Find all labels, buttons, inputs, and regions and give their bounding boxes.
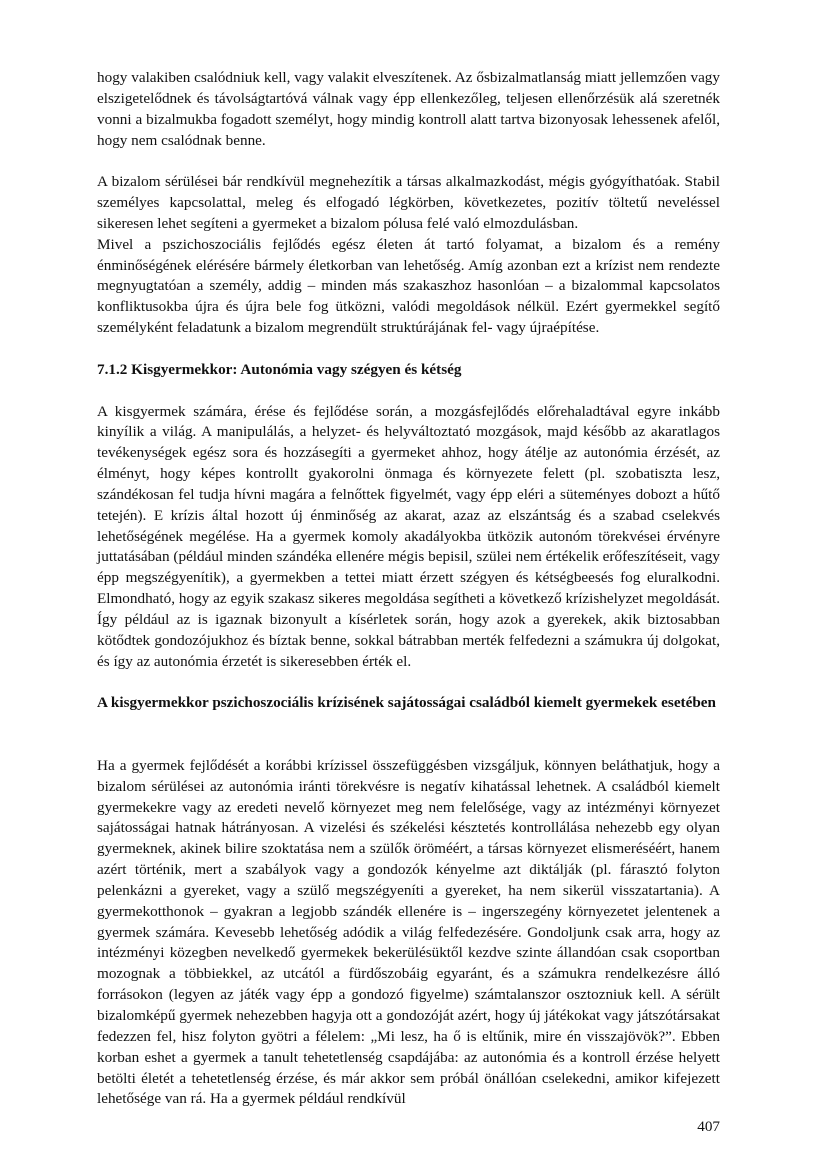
subsection-heading: A kisgyermekkor pszichoszociális krízisének sajátosságai családból kiemelt gyermekek esetében: [97, 694, 716, 712]
paragraph-trust-healing: A bizalom sérülései bár rendkívül megnehezítik a társas alkalmazkodást, mégis gyógyíthatóak. Stabil személyes kapcsolattal, meleg és elfogadó légkörben, következetes, pozitív töltetű neveléssel sikeresen lehet segíteni a gyermeket a bizalom pólusa felé való elmozdulásban.: [97, 173, 720, 232]
section-heading: 7.1.2 Kisgyermekkor: Autonómia vagy szégyen és kétség: [97, 360, 462, 378]
paragraph-intro: hogy valakiben csalódniuk kell, vagy valakit elveszítenek. Az ősbizalmatlanság miatt jellemzően vagy elszigetelődnek és távolságtartóvá válnak vagy épp ellenkezőleg, teljesen ellenőrzésük alá szeretnék vonni a bizalmukba fogadott személyt, hogy mindig kontroll alatt tartva bizonyosak lehessenek afelől, hogy nem csalódnak benne.: [97, 69, 720, 149]
paragraph-autonomy: A kisgyermek számára, érése és fejlődése során, a mozgásfejlődés előrehaladtával egyre inkább kinyílik a világ. A manipulálás, a helyzet- és helyváltoztató mozgások, majd később az akaratlagos tevékenységek egész sora és hozzásegíti a gyermeket ahhoz, hogy átélje az autonómia érzését, az élményt, hogy képes kontrollt gyakorolni önmaga és környezete felett (pl. szobatiszta lesz, szándékosan fel tudja hívni magára a felnőttek figyelmét, vagy épp eléri a süteményes dobozt a hűtő tetején). E krízis által hozott új énminőség az akarat, azaz az elszántság és a szabad cselekvés lehetőségének megélése. Ha a gyermek komoly akadályokba ütközik autonóm törekvései érvényre juttatásában (például minden szándéka ellenére mégis bepisil, szülei nem értékelik erőfeszítéseit, vagy épp megszégyenítik), a gyermekben a tettei miatt érzett szégyen és kétségbeesés fog eluralkodni. Elmondható, hogy az egyik szakasz sikeres megoldása segítheti a következő krízishelyzet megoldását. Így például az is igaznak bizonyult a kísérletek során, hogy azok a gyerekek, akik biztosabban kötődtek gondozójukhoz és bíztak benne, sokkal bátrabban merték felfedezni a számukra új dolgokat, és így az autonómia érzetét is sikeresebben érték el.: [97, 402, 720, 670]
paragraph-lifelong-development: Mivel a pszichoszociális fejlődés egész életen át tartó folyamat, a bizalom és a remény énminőségének elérésére bármely életkorban van lehetőség. Amíg azonban ezt a krízist nem rendezte megnyugtatóan a személy, addig – minden más szakaszhoz hasonlóan – a bizalommal kapcsolatos konfliktusokba újra és újra bele fog ütközni, valódi megoldások nélkül. Ezért gyermekkel segítő személyként feladatunk a bizalom megrendült struktúrájának fel- vagy újraépítése.: [97, 235, 720, 337]
paragraph-removed-children: Ha a gyermek fejlődését a korábbi krízissel összefüggésben vizsgáljuk, könnyen beláthatjuk, hogy a bizalom sérülései az autonómia iránti törekvésre is negatív kihatással lehetnek. A családból kiemelt gyermekekre vagy az eredeti nevelő környezet meg nem felelősége, vagy az intézményi környezet sajátosságai hatnak hátrányosan. A vizelési és székelési késztetés kontrollálása nehezebb egy olyan gyermeknek, akinek bilire szoktatása nem a szülők öröméért, a társas környezet elismeréséért, hanem azért történik, mert a szabályok vagy a gondozók kényelme azt diktálják (pl. fárasztó folyton pelenkázni a gyereket, vagy a szülő megszégyeníti a gyereket, ha nem sikerül visszatartania). A gyermekotthonok – gyakran a legjobb szándék ellenére is – ingerszegény környezetet jelentenek a gyermek számára. Kevesebb lehetőség adódik a világ felfedezésére. Gondoljunk csak arra, hogy az intézményi közegben nevelkedő gyermekek bekerülésüktől kezdve szinte állandóan csak csoportban mozognak a többiekkel, az utcától a fürdőszobáig egyaránt, és a számukra rendelkezésre álló forrásokon (legyen az játék vagy épp a gondozó figyelme) számtalanszor osztozniuk kell. A sérült bizalomképű gyermek nehezebben hagyja ott a gondozóját azért, hogy új játékokat vagy játszótársakat fedezzen fel, hisz folyton gyötri a félelem: „Mi lesz, ha ő is eltűnik, mire én visszajövök?”. Ebben korban eshet a gyermek a tanult tehetetlenség csapdájába: az autonómia és a kontroll érzése helyett betölti életét a tehetetlenség érzése, és már akkor sem próbál önállóan cselekedni, amikor kifejezett lehetősége van rá. Ha a gyermek például rendkívül: [97, 756, 720, 1108]
page-number: 407: [697, 1118, 720, 1135]
document-body: [97, 68, 720, 1110]
